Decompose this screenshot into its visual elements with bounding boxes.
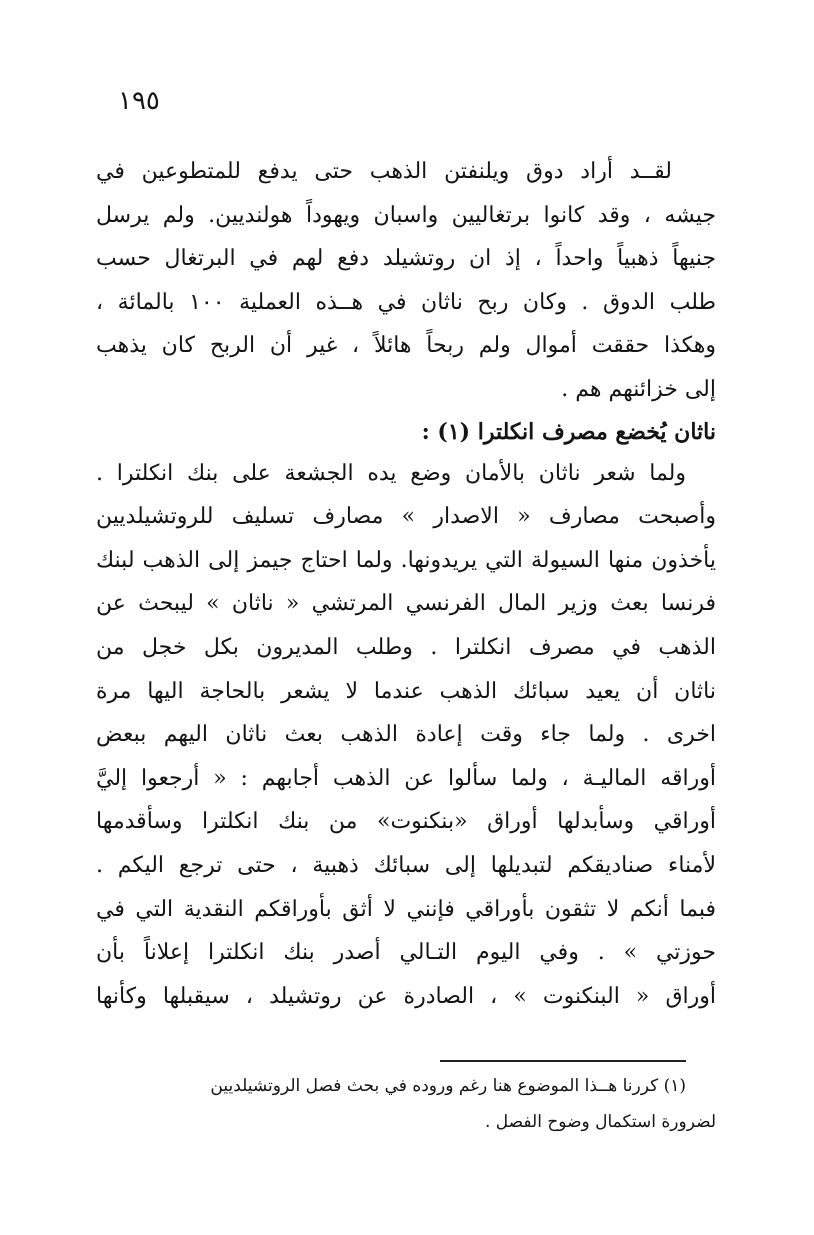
text-line: حوزتي » . وفي اليوم التـالي أصدر بنك انكلترا إعلاناً بأن (96, 940, 716, 966)
text-line: وأصبحت مصارف « الاصدار » مصارف تسليف للروتشيلديين (96, 504, 716, 530)
text-line: جنيهاً ذهبياً واحداً ، إذ ان روتشيلد دفع لهم في البرتغال حسب (96, 246, 716, 272)
text-line: ولما شعر ناثان بالأمان وضع يده الجشعة على بنك انكلترا . (96, 460, 686, 486)
text-line: وهكذا حققت أموال ولم ربحاً هائلاً ، غير أن الربح كان يذهب (96, 333, 716, 359)
footnote-line: (١) كررنا هــذا الموضوع هنا رغم وروده في بحث فصل الروتشيلديين (210, 1076, 686, 1096)
text-line: أوراقه الماليـة ، ولما سألوا عن الذهب أجابهم : « أرجعوا إليَّ (96, 765, 716, 791)
text-line: فبما أنكم لا تثقون بأوراقي فإنني لا أثق بأوراقكم النقدية التي في (96, 896, 716, 922)
text-line: فرنسا بعث وزير المال الفرنسي المرتشي « ناثان » ليبحث عن (96, 591, 716, 617)
text-line: جيشه ، وقد كانوا برتغاليين واسبان ويهوداً هولنديين. ولم يرسل (96, 202, 716, 228)
text-line: أوراق « البنكنوت » ، الصادرة عن روتشيلد ، سيقبلها وكأنها (96, 983, 716, 1009)
text-line: اخرى . ولما جاء وقت إعادة الذهب بعث ناثان اليهم ببعض (96, 722, 716, 748)
text-line: ناثان أن يعيد سبائك الذهب عندما لا يشعر بالحاجة اليها مرة (96, 678, 716, 704)
text-line: يأخذون منها السيولة التي يريدونها. ولما احتاج جيمز إلى الذهب لبنك (96, 547, 716, 573)
text-line: الذهب في مصرف انكلترا . وطلب المديرون بكل خجل من (96, 634, 716, 660)
footnote-line: لضرورة استكمال وضوح الفصل . (484, 1112, 716, 1132)
section-heading: ناثان يُخضع مصرف انكلترا (١) : (421, 418, 716, 445)
footnote (96, 1068, 716, 1140)
text-line: إلى خزائنهم هم . (561, 376, 716, 402)
text-line: لقــد أراد دوق ويلنفتن الذهب حتى يدفع للمتطوعين في (96, 159, 672, 184)
body-text (96, 150, 716, 1018)
footnote-divider (440, 1060, 686, 1062)
text-line: طلب الدوق . وكان ربح ناثان في هــذه العملية ١٠٠ بالمائة ، (96, 289, 716, 315)
text-line: أوراقي وسأبدلها أوراق «بنكنوت» من بنك انكلترا وسأقدمها (96, 809, 716, 835)
text-line: لأمناء صناديقكم لتبديلها إلى سبائك ذهبية ، حتى ترجع اليكم . (96, 852, 716, 878)
page-number: ١٩٥ (118, 86, 160, 116)
